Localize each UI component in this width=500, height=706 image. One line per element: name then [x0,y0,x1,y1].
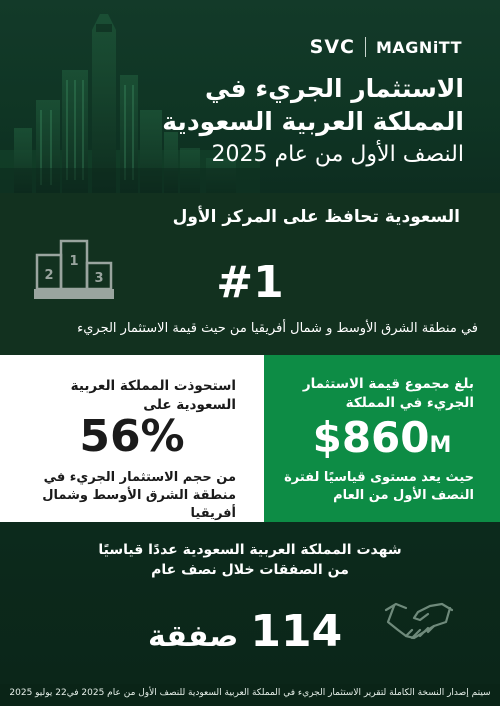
total-funding-value [264,413,500,462]
logo-divider [365,37,366,57]
market-share-value: 56% [79,411,185,462]
total-funding-amount: $860 [312,413,430,462]
market-share-intro-line-1: استحوذت المملكة العربية [70,378,236,394]
header-banner [0,0,500,193]
market-share-card [0,355,264,522]
deals-description [0,540,500,580]
magnitt-logo: MAGNiTT [375,37,462,57]
rank-heading: السعودية تحافظ على المركز الأول [172,207,460,227]
total-funding-intro-line-2: الجريء في المملكة [345,395,474,411]
deals-count [148,606,342,657]
deals-number: 114 [250,606,343,657]
market-share-caption-line-2: منطقة الشرق الأوسط وشمال أفريقيا [42,488,236,521]
deals-section [0,522,500,684]
report-title [162,72,464,170]
podium-1-label: 1 [69,254,79,269]
footer-note: سيتم إصدار النسخة الكاملة لتقرير الاستثمار الجريء في المملكة العربية السعودية للنصف الأول من عام 2025 في22 يوليو 2025 [9,688,491,698]
market-share-caption-line-1: من حجم الاستثمار الجريء في [43,470,236,485]
deals-unit: صفقة [148,619,239,654]
deals-description-line-2: من الصفقات خلال نصف عام [151,562,349,578]
report-period: النصف الأول من عام 2025 [211,142,464,167]
partner-logos [310,36,462,58]
market-share-intro [71,377,236,415]
market-share-caption [0,469,236,523]
market-share-intro-line-2: السعودية على [143,397,236,413]
total-funding-caption-line-2: النصف الأول من العام [333,488,474,503]
rank-description: في منطقة الشرق الأوسط و شمال أفريقيا من حيث قيمة الاستثمار الجريء [77,321,478,336]
podium-3-label: 3 [94,271,104,286]
total-funding-intro-line-1: بلغ مجموع قيمة الاستثمار [302,376,474,392]
podium-2-label: 2 [44,268,54,283]
deals-description-line-1: شهدت المملكة العربية السعودية عددًا قياسيًا [98,542,402,558]
title-line-2: المملكة العربية السعودية [162,107,464,136]
svc-logo: SVC [309,36,355,58]
total-funding-intro [303,375,474,413]
rank-value: #1 [216,257,284,308]
total-funding-unit: M [429,433,452,458]
handshake-icon [384,596,454,642]
total-funding-caption-line-1: حيث يعد مستوى قياسيًا لفترة [284,470,474,485]
rank-section [0,193,500,355]
title-line-1: الاستثمار الجريء في [204,74,464,103]
total-funding-card [264,355,500,522]
footer-bar [0,684,500,706]
total-funding-caption [284,469,474,505]
